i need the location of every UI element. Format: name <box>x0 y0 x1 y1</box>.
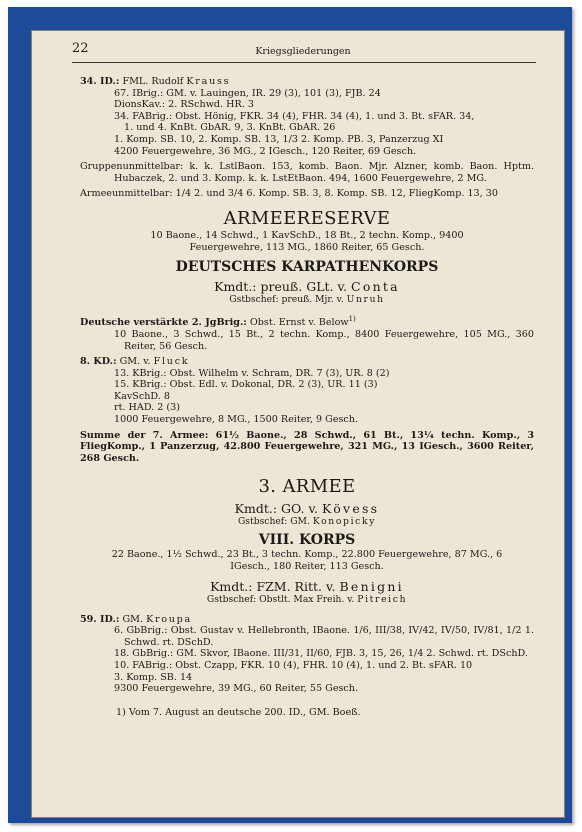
running-head: Kriegsgliederungen <box>255 46 351 57</box>
armeereserve-text: 10 Baone., 14 Schwd., 1 KavSchD., 18 Bt., 2 techn. Komp., 9400 Feuergewehre, 113 MG., 1860 Reiter, 65 Gesch. <box>150 229 464 253</box>
armee3-title: 3. ARMEE <box>258 476 356 498</box>
armeeunmittelbar: Armeeunmittelbar: 1/4 2. und 3/4 6. Komp. SB. 3, 8. Komp. SB. 12, FliegKomp. 13, 30 <box>80 188 498 200</box>
armee3-stab: Gstbschef: GM. Konopicky <box>237 516 377 528</box>
kd8-line: 1000 Feuergewehre, 8 MG., 1500 Reiter, 9 Gesch. <box>114 414 359 426</box>
kd8-line: KavSchD. 8 <box>114 390 170 402</box>
karpathenkorps-title: DEUTSCHES KARPATHENKORPS <box>175 259 439 276</box>
text-body <box>80 76 534 718</box>
id34-line: 1. und 4. KnBt. GbAR. 9, 3. KnBt. GbAR. 26 <box>124 122 336 134</box>
id34-line: 1. Komp. SB. 10, 2. Komp. SB. 13, 1/3 2. Komp. PB. 3, Panzerzug XI <box>114 133 444 145</box>
header-rule <box>72 62 536 63</box>
korps8-kmdt: Kmdt.: FZM. Ritt. v. Benigni <box>210 578 404 594</box>
id59-line: 9300 Feuergewehre, 39 MG., 60 Reiter, 55 Gesch. <box>114 683 359 695</box>
page-number: 22 <box>72 41 89 56</box>
id34-line: 34. FABrig.: Obst. Hönig, FKR. 34 (4), FHR. 34 (4), 1. und 3. Bt. sFAR. 34, <box>114 110 475 122</box>
id59-line: 3. Komp. SB. 14 <box>114 671 193 683</box>
korps8-text: 22 Baone., 1½ Schwd., 23 Bt., 3 techn. Komp., 22.800 Feuergewehre, 87 MG., 6 IGesch., 180 Reiter, 113 Gesch. <box>111 549 503 573</box>
karpathenkorps-kmdt: Kmdt.: preuß. GLt. v. Conta <box>214 279 400 295</box>
gruppenunmittelbar: Gruppenunmittelbar: k. k. LstlBaon. 153, komb. Baon. Mjr. Alzner, komb. Baon. Hptm. Hubaczek, 2. und 3. Komp. k. k. LstEtBaon. 494, 1600 Feuergewehre, 2 MG. <box>80 161 534 184</box>
kd8-heading: 8. KD.: GM. v. Fluck <box>80 356 190 368</box>
armeereserve-title: ARMEERESERVE <box>223 207 391 229</box>
id34-line: 4200 Feuergewehre, 36 MG., 2 IGesch., 120 Reiter, 69 Gesch. <box>114 145 417 157</box>
id34-line: 67. IBrig.: GM. v. Lauingen, IR. 29 (3), 101 (3), FJB. 24 <box>114 87 381 99</box>
kd8-line: 13. KBrig.: Obst. Wilhelm v. Schram, DR. 7 (3), UR. 8 (2) <box>114 367 390 379</box>
id59-line: 18. GbBrig.: GM. Skvor, IBaone. III/31, II/60, FJB. 3, 15, 26, 1/4 2. Schwd. rt. DSchD. <box>114 648 528 660</box>
footnote: 1) Vom 7. August an deutsche 200. ID., GM. Boeß. <box>116 706 361 718</box>
jgbrig-text: 10 Baone., 3 Schwd., 15 Bt., 2 techn. Komp., 8400 Feuergewehre, 105 MG., 360 Reiter, 56 Gesch. <box>114 328 534 352</box>
book-page <box>31 30 565 818</box>
id59-line: 10. FABrig.: Obst. Czapp, FKR. 10 (4), FHR. 10 (4), 1. und 2. Bt. sFAR. 10 <box>114 660 473 671</box>
id59-line: 6. GbBrig.: Obst. Gustav v. Hellebronth, IBaone. 1/6, III/38, IV/42, IV/50, IV/81, 1/2 1. Schwd. rt. DSchD. <box>114 625 534 648</box>
id34-line: DionsKav.: 2. RSchwd. HR. 3 <box>114 99 254 111</box>
korps8-title: VIII. KORPS <box>258 532 356 549</box>
id59-heading: 59. ID.: GM. Kroupa <box>80 613 192 625</box>
armee3-kmdt: Kmdt.: GO. v. Kövess <box>234 501 380 517</box>
page-header <box>72 43 534 59</box>
blue-frame <box>8 7 572 823</box>
summe-7-armee: Summe der 7. Armee: 61½ Baone., 28 Schwd., 61 Bt., 13¼ techn. Komp., 3 FliegKomp., 1 Panzerzug, 42.800 Feuergewehre, 321 MG., 13 IGesch., 3600 Reiter, 268 Gesch. <box>80 429 534 464</box>
footnote-ref: 1) <box>348 315 356 324</box>
karpathenkorps-stab: Gstbschef: preuß. Mjr. v. Unruh <box>229 294 385 306</box>
jgbrig-heading: Deutsche verstärkte 2. JgBrig.: Obst. Ernst v. Below$^{1)}$ <box>80 315 356 329</box>
kd8-line: 15. KBrig.: Obst. Edl. v. Dokonal, DR. 2 (3), UR. 11 (3) <box>114 379 378 391</box>
korps8-stab: Gstbschef: Obstlt. Max Freih. v. Pitreich <box>206 593 408 605</box>
kd8-line: rt. HAD. 2 (3) <box>114 402 181 414</box>
page-content <box>32 31 564 817</box>
id34-heading: 34. ID.: FML. Rudolf Krauss <box>80 76 231 87</box>
